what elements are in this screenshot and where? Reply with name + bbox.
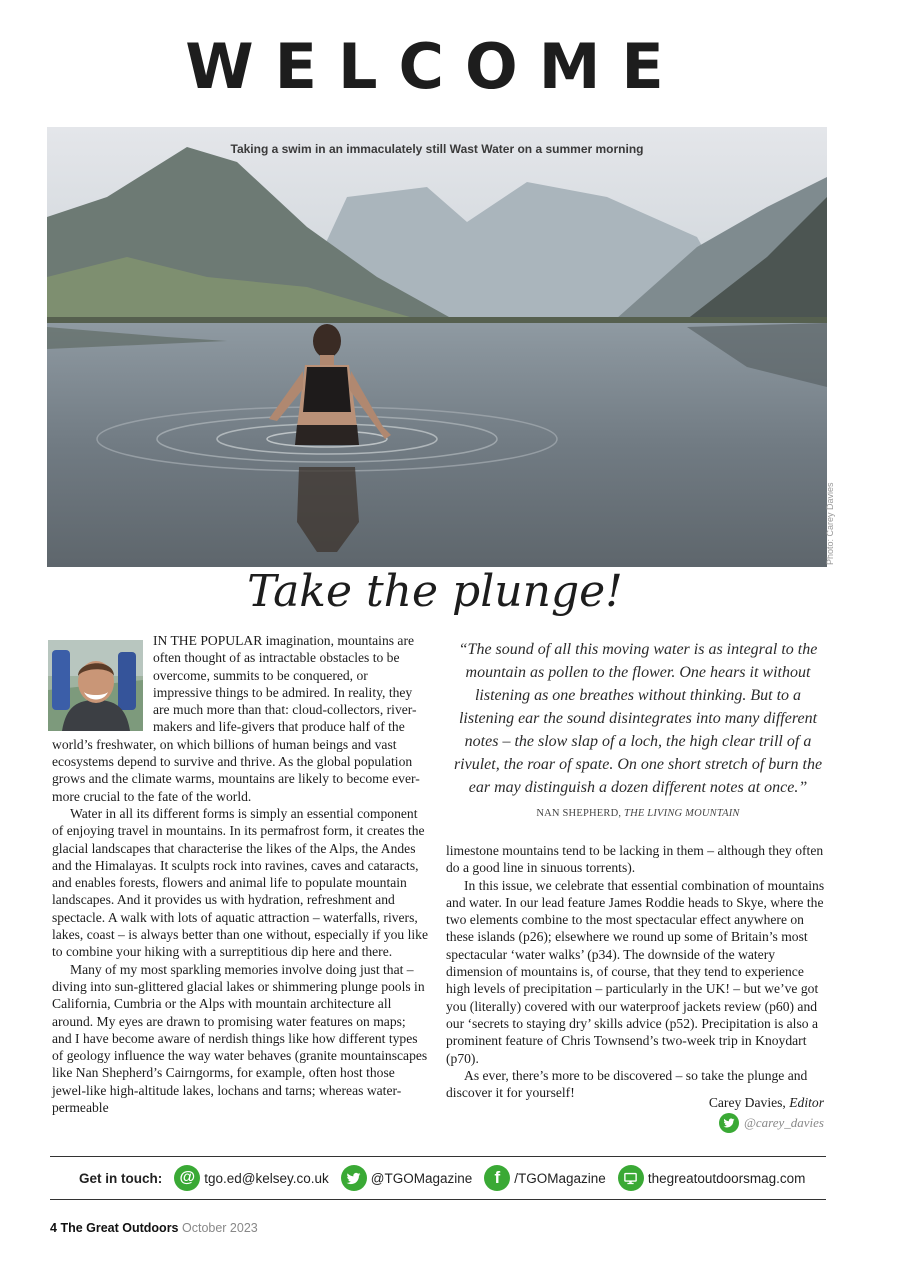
page-footer — [50, 1221, 258, 1235]
quote-attribution — [452, 808, 824, 819]
photo-caption: Taking a swim in an immaculately still Wast Water on a summer morning — [230, 142, 644, 156]
paragraph: limestone mountains tend to be lacking in them – although they often do a good line in sinuous torrents). — [446, 843, 824, 876]
paragraph: In this issue, we celebrate that essential combination of mountains and water. In our lead feature James Roddie heads to Skye, where the two elements combine to the most spectacular effect anywhere on these islands (p26); elsewhere we round up some of Britain’s most spectacular ‘water walks’ (p34). The downside of the watery dimension of mountains is, of course, that they tend to experience high levels of precipitation – particularly in the UK! – but we’ve got you (literally) covered with our waterproof jackets review (p60) and our ‘secrets to staying dry’ skills advice (p52). Precipitation is also a prominent feature of Chris Townsend’s two-week trip in Knoydart (p70). — [446, 877, 825, 1066]
editor-twitter-handle: @carey_davies — [743, 1115, 824, 1130]
paragraph: IN THE POPULAR imagination, mountains are often thought of as intractable obstacles to be overcome, summits to be conquered, or impressive things to be admired. In reality, they are much more than that: cloud-collectors, river-makers and life-givers that produce half of the world’s freshwater, on which billions of human beings and vast ecosystems depend to survive and thrive. As the global population grows and the climate warms, mountains are likely to become ever-more crucial to the fate of the world. — [52, 633, 420, 804]
pull-quote: “The sound of all this moving water is as integral to the mountain as pollen to the flower. One hears it without listening as one breathes without thinking. But to a listening ear the sound disintegrates into many different notes – the slow slap of a loch, the high clear trill of a rivulet, the roar of spate. On one short stretch of burn the ear may distinguish a dozen different notes at once.” — [453, 641, 823, 796]
divider — [50, 1199, 826, 1200]
quote-author: NAN SHEPHERD, — [536, 808, 622, 819]
article-headline: Take the plunge! — [247, 566, 623, 617]
twitter-bird-icon — [341, 1165, 367, 1191]
email-at-icon: @ — [174, 1165, 200, 1191]
contact-facebook[interactable] — [484, 1165, 606, 1191]
photo-credit: Photo: Carey Davies — [825, 482, 835, 565]
editor-signoff — [600, 1095, 824, 1111]
article-body-right — [446, 842, 826, 1101]
hero-photo — [47, 127, 827, 567]
contact-website[interactable] — [618, 1165, 806, 1191]
magazine-name: The Great Outdoors — [60, 1221, 179, 1235]
quote-source: THE LIVING MOUNTAIN — [624, 808, 740, 819]
contact-bar — [50, 1157, 826, 1199]
article-body-left — [52, 632, 428, 1116]
editor-role: Editor — [789, 1095, 824, 1110]
contact-website-text: thegreatoutdoorsmag.com — [647, 1170, 806, 1186]
contact-facebook-text: /TGOMagazine — [514, 1170, 606, 1186]
facebook-icon: f — [484, 1165, 510, 1191]
lake-mountain-illustration — [47, 127, 827, 567]
paragraph: As ever, there’s more to be discovered – so take the plunge and discover it for yourself! — [446, 1067, 808, 1101]
contact-email-text: tgo.ed@kelsey.co.uk — [204, 1170, 329, 1186]
editor-twitter[interactable] — [600, 1113, 824, 1133]
editor-portrait — [48, 640, 143, 731]
page-title: WELCOME — [185, 30, 685, 103]
contact-label: Get in touch: — [79, 1170, 163, 1186]
editor-name: Carey Davies, — [708, 1095, 786, 1110]
monitor-icon — [618, 1165, 644, 1191]
twitter-bird-icon — [719, 1113, 739, 1133]
contact-email[interactable] — [174, 1165, 329, 1191]
page-number: 4 — [50, 1221, 57, 1235]
paragraph: Many of my most sparkling memories involve doing just that – diving into sun-glittered glacial lakes or shimmering plunge pools in California, Cumbria or the Alps with mountain architecture all around. My eyes are drawn to promising water features on maps; and I have become aware of nerdish things like how different types of geology influence the way water behaves (granite mountainscapes like Nan Shepherd’s Cairngorms, for example, often host those jewel-like high-altitude lakes, lochans and tarns; whereas water-permeable — [52, 961, 428, 1116]
issue-date: October 2023 — [182, 1221, 258, 1235]
paragraph: Water in all its different forms is simply an essential component of enjoying travel in mountains. In its permafrost form, it creates the glacial landscapes that characterise the likes of the Alps, the Andes and the Himalayas. It sculpts rock into ravines, caves and cataracts, and enables forests, flowers and animal life to populate mountain landscapes. And it provides us with hydration, refreshment and spectacle. A walk with lots of aquatic attraction – waterfalls, rivers, lakes, coast – is always better than one without, especially if you like to combine your hiking with a surreptitious dip here and there. — [52, 805, 428, 960]
contact-twitter[interactable] — [341, 1165, 473, 1191]
contact-twitter-text: @TGOMagazine — [370, 1170, 473, 1186]
